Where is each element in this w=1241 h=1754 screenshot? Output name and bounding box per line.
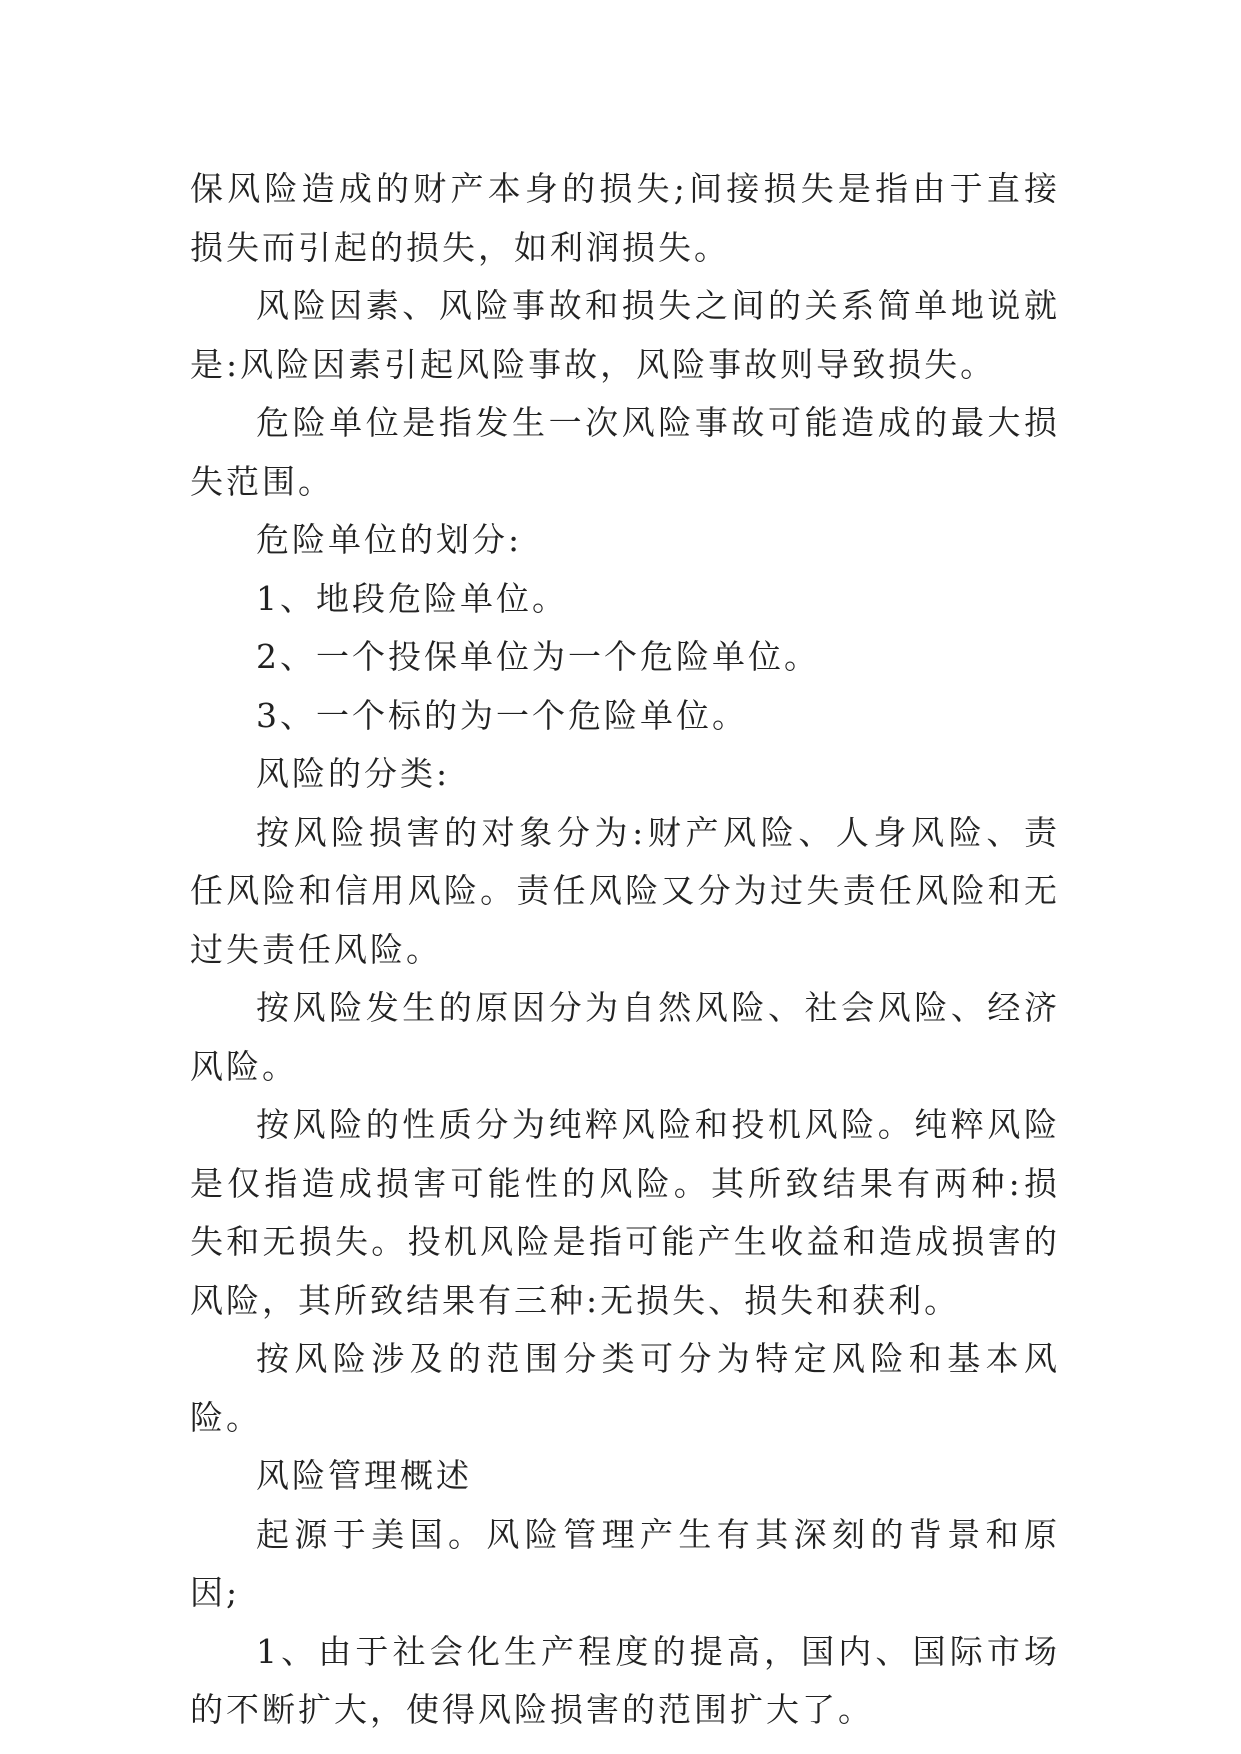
- document-body: [190, 160, 1060, 1740]
- paragraph-by-cause: 按风险发生的原因分为自然风险、社会风险、经济风险。: [190, 988, 1060, 1086]
- list-item-reason-1: 1、由于社会化生产程度的提高，国内、国际市场的不断扩大，使得风险损害的范围扩大了。: [190, 1631, 1060, 1729]
- paragraph-risk-relationship: 风险因素、风险事故和损失之间的关系简单地说就是:风险因素引起风险事故，风险事故则导致损失。: [190, 286, 1060, 384]
- paragraph-by-scope: 按风险涉及的范围分类可分为特定风险和基本风险。: [190, 1339, 1060, 1437]
- paragraph-continuation: 保风险造成的财产本身的损失;间接损失是指由于直接损失而引起的损失，如利润损失。: [190, 169, 1060, 267]
- list-item-2: 2、一个投保单位为一个危险单位。: [256, 637, 820, 676]
- paragraph-hazard-unit-definition: 危险单位是指发生一次风险事故可能造成的最大损失范围。: [190, 403, 1060, 501]
- section-heading-risk-management: 风险管理概述: [256, 1456, 472, 1495]
- paragraph-origin: 起源于美国。风险管理产生有其深刻的背景和原因;: [190, 1514, 1060, 1612]
- paragraph-risk-classification: 风险的分类:: [256, 754, 451, 793]
- list-item-1: 1、地段危险单位。: [256, 578, 568, 618]
- paragraph-by-nature: 按风险的性质分为纯粹风险和投机风险。纯粹风险是仅指造成损害可能性的风险。其所致结果有两种:损失和无损失。投机风险是指可能产生收益和造成损害的风险，其所致结果有三种:无损失、损失和获利。: [190, 1105, 1060, 1320]
- list-item-3: 3、一个标的为一个危险单位。: [256, 695, 748, 735]
- paragraph-hazard-unit-division: 危险单位的划分:: [256, 520, 523, 559]
- paragraph-by-object: 按风险损害的对象分为:财产风险、人身风险、责任风险和信用风险。责任风险又分为过失责任风险和无过失责任风险。: [190, 812, 1060, 969]
